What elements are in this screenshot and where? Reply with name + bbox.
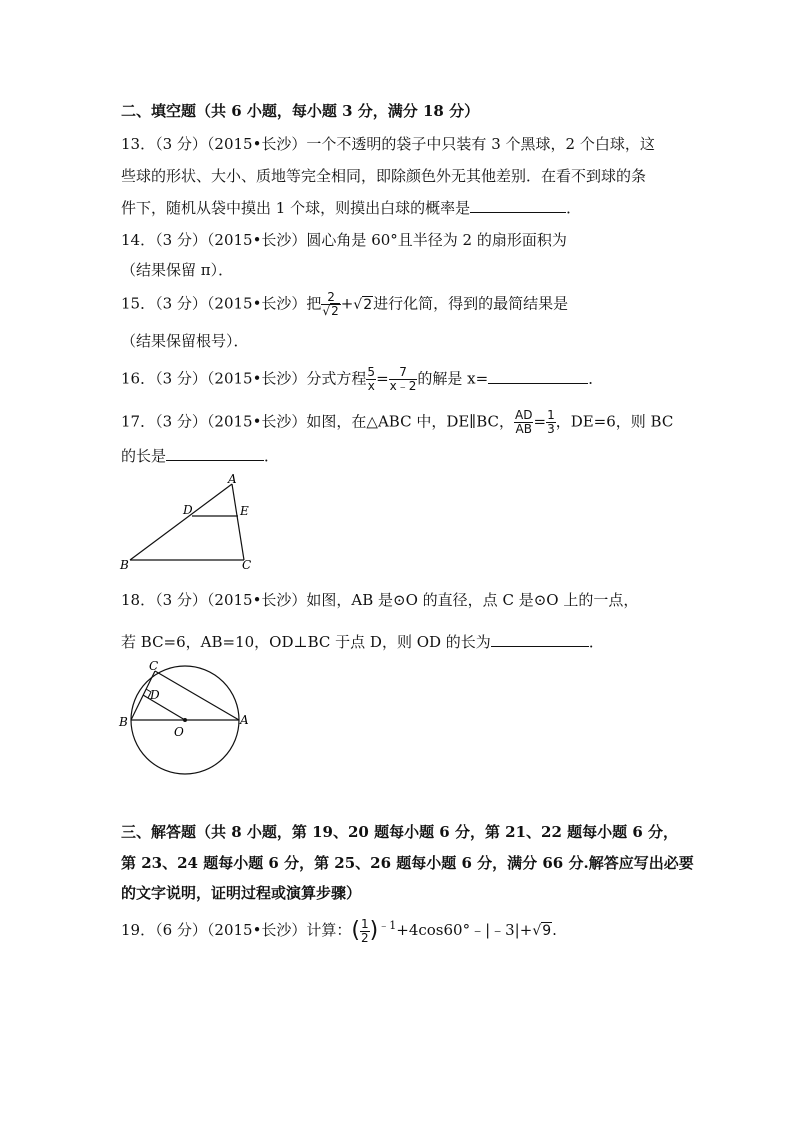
question-13-line-1: 13．（3 分）（2015•长沙）一个不透明的袋子中只装有 3 个黑球，2 个白球，这 [121, 135, 655, 153]
fraction-numerator: 2 [321, 291, 340, 305]
label-d: D [183, 503, 193, 517]
question-17-line-2 [121, 446, 279, 466]
section-heading-answers-line-2: 第 23、24 题每小题 6 分，第 25、26 题每小题 6 分，满分 66 分.解答应写出必要 [121, 854, 694, 872]
fraction-7-over-x-minus-2 [389, 366, 418, 393]
section-heading-answers-line-1: 三、解答题（共 8 小题，第 19、20 题每小题 6 分，第 21、22 题每小题 6 分， [121, 823, 679, 841]
question-13-end: ． [566, 199, 582, 217]
answer-blank-14[interactable] [567, 231, 568, 245]
question-13-line-3 [121, 198, 581, 218]
question-19-end: . [552, 921, 557, 939]
question-13-text: 件下，随机从袋中摸出 1 个球，则摸出白球的概率是 [121, 199, 471, 217]
radicand: 2 [363, 296, 373, 313]
question-16-line [121, 366, 603, 393]
question-19-line [121, 916, 557, 945]
answer-blank-16[interactable] [488, 369, 588, 384]
answer-blank-13[interactable] [470, 198, 566, 213]
question-14-line-1 [121, 230, 568, 250]
question-18-text: 若 BC=6，AB=10，OD⊥BC 于点 D，则 OD 的长为 [121, 633, 491, 651]
fraction-numerator: AD [515, 408, 533, 422]
label-b: B [120, 558, 129, 572]
fraction-numerator: 7 [389, 366, 418, 380]
label-b: B [119, 715, 128, 729]
question-16-prefix: 16．（3 分）（2015•长沙）分式方程 [121, 369, 367, 388]
fraction-ad-over-ab [514, 409, 533, 436]
answer-blank-18[interactable] [491, 632, 589, 647]
label-c: C [149, 659, 159, 673]
answer-blank-17[interactable] [166, 446, 264, 461]
fraction-denominator: AB [515, 422, 532, 436]
fraction-2-over-sqrt2 [321, 291, 340, 318]
label-e: E [240, 504, 249, 518]
sqrt-symbol: √2 [322, 304, 339, 318]
fraction-denominator: 2 [361, 930, 369, 945]
label-d: D [150, 688, 160, 702]
exponent: ﹣1 [378, 919, 397, 932]
equals-sign: = [376, 369, 389, 388]
question-19-middle: +4cos60°﹣|﹣3|+ [396, 921, 533, 939]
section-heading-answers-line-3: 的文字说明，证明过程或演算步骤） [121, 884, 362, 902]
circle-figure [115, 658, 255, 780]
question-17-end: ． [264, 447, 280, 465]
radicand: 2 [331, 304, 339, 318]
sqrt-2: √2 [353, 296, 373, 313]
question-17-prefix: 17．（3 分）（2015•长沙）如图，在△ABC 中，DE∥BC， [121, 412, 515, 431]
question-15-line-2: （结果保留根号）． [121, 332, 249, 350]
fraction-1-over-3 [546, 409, 556, 436]
question-18-line-1: 18．（3 分）（2015•长沙）如图，AB 是⊙O 的直径，点 C 是⊙O 上的一点， [121, 591, 639, 609]
label-a: A [240, 713, 249, 727]
question-17-line-1 [121, 409, 673, 436]
question-15-prefix: 15．（3 分）（2015•长沙）把 [121, 294, 322, 313]
radicand: 9 [542, 923, 552, 939]
fraction-numerator: 5 [367, 365, 376, 379]
fraction-denominator: 3 [547, 422, 555, 436]
left-paren: ( [351, 918, 361, 943]
equals-sign: = [533, 412, 547, 431]
center-point [183, 718, 187, 722]
chord-ca [155, 671, 239, 720]
fraction-1-over-2 [360, 918, 370, 945]
fraction-denominator [321, 305, 340, 318]
right-paren: ) [369, 918, 379, 943]
sqrt-9: √9 [532, 923, 552, 939]
fraction-numerator: 1 [361, 916, 369, 931]
label-o: O [174, 725, 184, 739]
question-13-line-2: 些球的形状、大小、质地等完全相同，即除颜色外无其他差别．在看不到球的条 [121, 167, 647, 185]
question-15-line-1 [121, 291, 568, 318]
question-14-text: 14．（3 分）（2015•长沙）圆心角是 60°且半径为 2 的扇形面积为 [121, 231, 567, 249]
triangle-figure [110, 470, 270, 575]
section-heading-fill-in: 二、填空题（共 6 小题，每小题 3 分，满分 18 分） [121, 102, 480, 120]
question-16-end: ． [588, 369, 604, 388]
side-ac [232, 484, 244, 560]
fraction-denominator: x﹣2 [389, 379, 417, 393]
fraction-numerator: 1 [547, 408, 555, 422]
question-19-prefix: 19．（6 分）（2015•长沙）计算： [121, 921, 352, 939]
fraction-denominator: x [367, 379, 375, 393]
plus-sign: + [340, 294, 354, 313]
question-17-suffix: ，DE=6，则 BC [555, 412, 674, 431]
fraction-5-over-x [366, 366, 376, 393]
question-18-line-2 [121, 632, 604, 652]
label-a: A [228, 472, 237, 486]
question-15-suffix: 进行化简，得到的最简结果是 [373, 294, 569, 313]
question-14-line-2: （结果保留 π）． [121, 261, 234, 279]
label-c: C [242, 558, 252, 572]
side-ab [130, 484, 232, 560]
question-17-text: 的长是 [121, 447, 167, 465]
question-18-end: ． [588, 633, 604, 651]
question-16-suffix: 的解是 x= [417, 369, 489, 388]
